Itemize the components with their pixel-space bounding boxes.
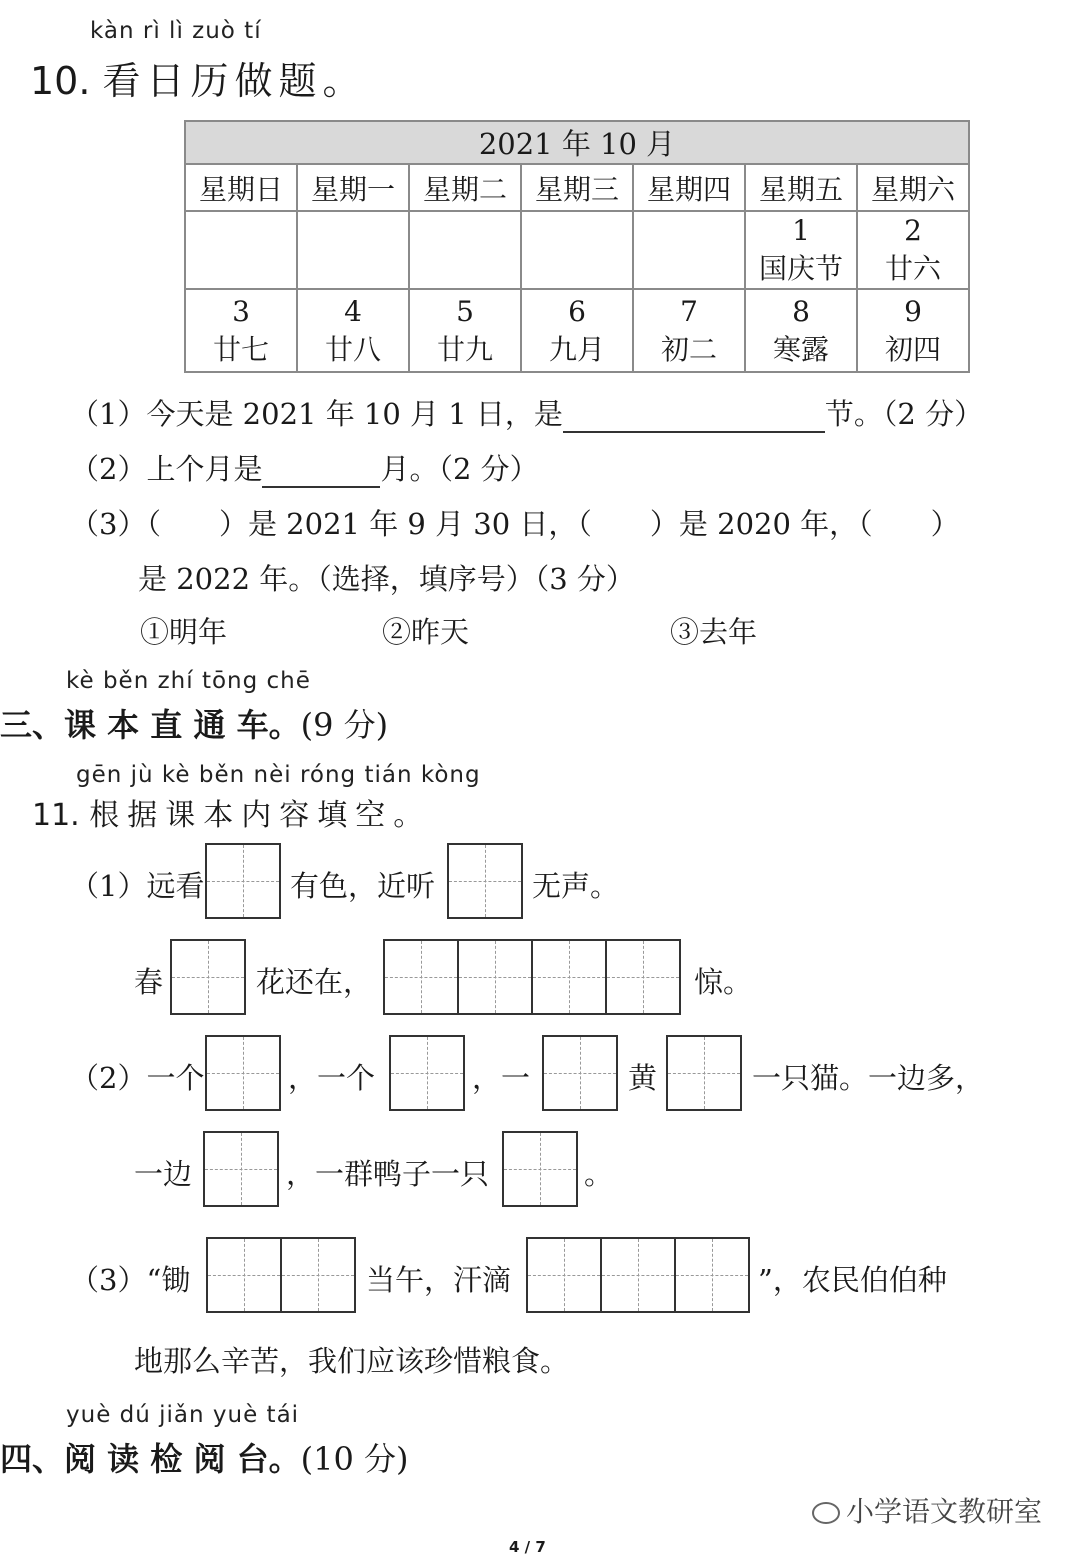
q10-title: 看日历做题。	[102, 59, 367, 103]
cell-lunar: 廿九	[436, 332, 493, 366]
writing-box[interactable]	[205, 843, 281, 919]
s2-text: 黄	[628, 1061, 658, 1095]
s2-text: ，一	[472, 1061, 531, 1095]
q10-sub3-line1: （3）（ ）是 2021 年 9 月 30 日，（ ）是 2020 年，（ ）	[70, 507, 960, 541]
s1-text: 春	[134, 965, 164, 999]
writing-box[interactable]	[457, 939, 533, 1015]
cell-day: 3	[232, 294, 250, 328]
writing-box[interactable]	[666, 1035, 742, 1111]
sec3-label: 三、	[0, 706, 65, 744]
s1-text: 花还在，	[256, 965, 373, 999]
s1-text: 有色，近听	[290, 869, 436, 903]
q10-pinyin: kàn rì lì zuò tí	[90, 18, 262, 44]
weekday-header: 星期五	[745, 164, 857, 211]
sec4-title: 阅 读 检 阅 台。	[64, 1440, 301, 1478]
calendar-cell	[185, 211, 297, 289]
sub2-text-end: 月。（2 分）	[380, 452, 539, 486]
answer-boxes	[502, 1131, 578, 1207]
calendar-cell	[521, 211, 633, 289]
q11-pinyin: gēn jù kè běn nèi róng tián kòng	[76, 762, 481, 788]
cell-day: 5	[456, 294, 474, 328]
answer-boxes	[447, 843, 523, 919]
sec4-pinyin: yuè dú jiǎn yuè tái	[66, 1402, 300, 1428]
writing-box[interactable]	[674, 1237, 750, 1313]
writing-box[interactable]	[531, 939, 607, 1015]
writing-box[interactable]	[383, 939, 459, 1015]
sub1-text: （1）今天是 2021 年 10 月 1 日，是	[70, 397, 563, 431]
s1-text: （1）远看	[70, 869, 205, 903]
cell-day: 2	[904, 214, 922, 247]
s1-text: 无声。	[532, 869, 620, 903]
sec3-score: (9 分)	[300, 706, 389, 744]
calendar-cell	[633, 211, 745, 289]
writing-box[interactable]	[280, 1237, 356, 1313]
answer-boxes	[205, 843, 281, 919]
sub2-text: （2）上个月是	[70, 452, 263, 486]
answer-boxes	[170, 939, 246, 1015]
s2-text: 。	[584, 1157, 614, 1191]
sec4-label: 四、	[0, 1440, 65, 1478]
sec3-pinyin: kè běn zhí tōng chē	[66, 668, 311, 694]
weekday-header: 星期六	[857, 164, 969, 211]
s3-text: （3）“锄	[70, 1263, 191, 1297]
calendar-table	[184, 120, 970, 373]
answer-boxes	[389, 1035, 465, 1111]
q11-title: 根据课本内容填空。	[89, 798, 432, 833]
watermark-text: 小学语文教研室	[846, 1495, 1043, 1528]
option-3: ③去年	[670, 615, 758, 649]
writing-box[interactable]	[205, 1035, 281, 1111]
cell-lunar: 廿八	[324, 332, 381, 366]
weekday-header: 星期三	[521, 164, 633, 211]
cell-day: 8	[792, 294, 810, 328]
s2-text: ，一个	[288, 1061, 376, 1095]
s3-text: 地那么辛苦，我们应该珍惜粮食。	[134, 1344, 570, 1378]
s1-text: 惊。	[694, 965, 753, 999]
cell-lunar: 国庆节	[758, 252, 843, 285]
cell-lunar: 初四	[884, 332, 941, 366]
calendar-cell	[745, 289, 857, 372]
s3-text: 当午，汗滴	[366, 1263, 512, 1297]
option-1: ①明年	[140, 615, 228, 649]
calendar-cell	[745, 211, 857, 289]
option-2: ②昨天	[382, 615, 470, 649]
s2-text: ，一群鸭子一只	[286, 1157, 490, 1191]
calendar-cell	[185, 289, 297, 372]
writing-box[interactable]	[600, 1237, 676, 1313]
q10-number: 10.	[30, 59, 91, 103]
cell-day: 6	[568, 294, 586, 328]
writing-box[interactable]	[605, 939, 681, 1015]
q10-heading	[30, 50, 367, 105]
watermark	[812, 1490, 1042, 1530]
writing-box[interactable]	[206, 1237, 282, 1313]
weekday-header: 星期日	[185, 164, 297, 211]
sec3-heading	[0, 700, 388, 746]
answer-blank[interactable]	[262, 458, 380, 488]
calendar-cell	[633, 289, 745, 372]
sub1-text-end: 节。（2 分）	[824, 397, 984, 431]
writing-box[interactable]	[203, 1131, 279, 1207]
weekday-header: 星期四	[633, 164, 745, 211]
answer-boxes	[542, 1035, 618, 1111]
cell-day: 9	[904, 294, 922, 328]
answer-boxes	[383, 939, 681, 1015]
weekday-header: 星期二	[409, 164, 521, 211]
s2-text: （2）一个	[70, 1061, 205, 1095]
answer-boxes	[203, 1131, 279, 1207]
writing-box[interactable]	[542, 1035, 618, 1111]
sec3-title: 课 本 直 通 车。	[64, 706, 301, 744]
writing-box[interactable]	[170, 939, 246, 1015]
calendar-cell	[297, 211, 409, 289]
calendar-cell	[297, 289, 409, 372]
calendar-cell	[857, 289, 969, 372]
wechat-icon	[812, 1502, 840, 1524]
cell-lunar: 廿七	[212, 332, 269, 366]
cell-lunar: 初二	[660, 332, 717, 366]
cell-day: 7	[680, 294, 698, 328]
page-number: 4 / 7	[509, 1538, 546, 1556]
q11-heading	[32, 790, 431, 834]
cell-day: 1	[792, 214, 810, 247]
calendar-cell	[857, 211, 969, 289]
q11-number: 11.	[32, 798, 80, 833]
sec4-score: (10 分)	[300, 1440, 409, 1478]
answer-boxes	[666, 1035, 742, 1111]
writing-box[interactable]	[526, 1237, 602, 1313]
q10-sub3-line2: 是 2022 年。（选择，填序号）（3 分）	[138, 562, 635, 596]
calendar-caption: 2021 年 10 月	[185, 121, 969, 164]
calendar-cell	[521, 289, 633, 372]
answer-boxes	[205, 1035, 281, 1111]
calendar-cell	[409, 289, 521, 372]
calendar-cell	[409, 211, 521, 289]
s3-text: ”，农民伯伯种	[758, 1263, 947, 1297]
cell-day: 4	[344, 294, 362, 328]
writing-box[interactable]	[447, 843, 523, 919]
answer-boxes	[526, 1237, 750, 1313]
s2-text: 一只猫。一边多，	[752, 1061, 985, 1095]
q10-sub2	[70, 447, 539, 488]
writing-box[interactable]	[389, 1035, 465, 1111]
cell-lunar: 九月	[548, 332, 605, 366]
answer-blank[interactable]	[563, 403, 825, 433]
writing-box[interactable]	[502, 1131, 578, 1207]
cell-lunar: 廿六	[884, 252, 941, 285]
sec4-heading	[0, 1434, 408, 1480]
cell-lunar: 寒露	[772, 332, 829, 366]
s2-text: 一边	[134, 1157, 193, 1191]
weekday-header: 星期一	[297, 164, 409, 211]
q10-sub1	[70, 392, 983, 433]
answer-boxes	[206, 1237, 356, 1313]
